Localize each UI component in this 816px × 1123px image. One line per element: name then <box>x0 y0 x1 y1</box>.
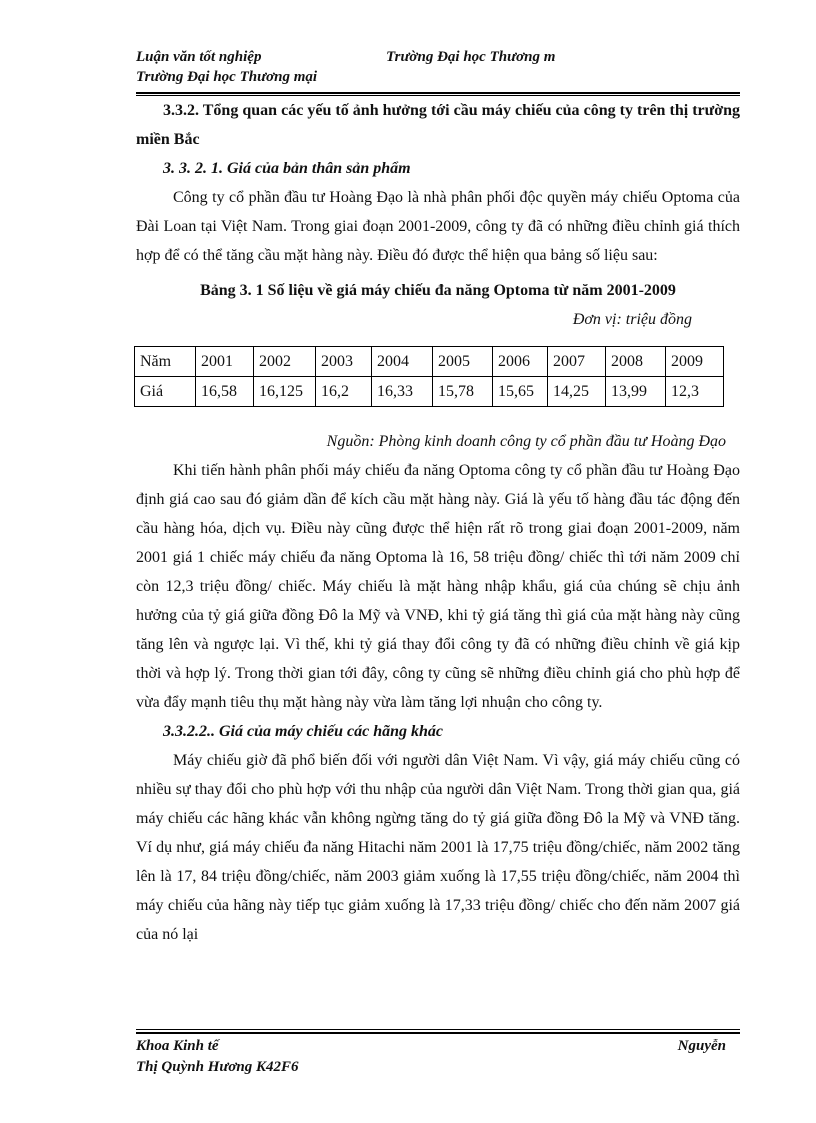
footer-author-surname: Nguyễn <box>677 1038 726 1054</box>
table-year-cell: 2009 <box>666 347 724 377</box>
subsection-2-heading: 3.3.2.2.. Giá của máy chiếu các hãng khác <box>163 723 443 740</box>
table-year-cell: 2006 <box>493 347 548 377</box>
section-heading: 3.3.2. Tổng quan các yếu tố ảnh hưởng tới cầu máy chiếu của công ty trên thị trường miền Bắc <box>136 102 740 148</box>
table-price-cell: 16,125 <box>254 377 316 407</box>
table-unit: Đơn vị: triệu đồng <box>572 311 692 328</box>
table-year-cell: 2002 <box>254 347 316 377</box>
table-year-cell: 2003 <box>316 347 372 377</box>
table-caption: Bảng 3. 1 Số liệu về giá máy chiếu đa năng Optoma từ năm 2001-2009 <box>200 282 676 299</box>
table-price-cell: 16,58 <box>196 377 254 407</box>
header-university-truncated: Trường Đại học Thương m <box>386 49 556 65</box>
table-header-label: Năm <box>135 347 196 377</box>
table-source: Nguồn: Phòng kinh doanh công ty cổ phần đầu tư Hoàng Đạo <box>326 433 726 450</box>
table-price-cell: 16,2 <box>316 377 372 407</box>
paragraph-2: Khi tiến hành phân phối máy chiếu đa năng Optoma công ty cổ phần đầu tư Hoàng Đạo định giá cao sau đó giảm dần để kích cầu mặt hàng này. Giá là yếu tố hàng đầu tác động đến cầu hàng hóa, dịch vụ. Điều này cũng được thể hiện rất rõ trong giai đoạn 2001-2009, năm 2001 giá 1 chiếc máy chiếu đa năng Optoma là 16, 58 triệu đồng/ chiếc thì tới năm 2009 chỉ còn 12,3 triệu đồng/ chiếc. Máy chiếu là mặt hàng nhập khẩu, giá của chúng sẽ chịu ảnh hưởng của tỷ giá giữa đồng Đô la Mỹ và VNĐ, khi tỷ giá tăng thì giá của mặt hàng này cũng tăng lên và ngược lại. Vì thế, khi tỷ giá thay đổi công ty đã có những điều chỉnh về giá kịp thời và hợp lý. Trong thời gian tới đây, công ty cũng sẽ những điều chỉnh giá cho phù hợp để vừa đẩy mạnh tiêu thụ mặt hàng này vừa làm tăng lợi nhuận cho công ty. <box>136 462 740 711</box>
price-table <box>134 346 724 407</box>
table-price-cell: 13,99 <box>606 377 666 407</box>
header-thesis-label: Luận văn tốt nghiệp <box>136 49 262 65</box>
table-year-cell: 2008 <box>606 347 666 377</box>
table-price-cell: 15,65 <box>493 377 548 407</box>
table-row-years <box>135 347 724 377</box>
footer-rule-thick <box>136 1032 740 1034</box>
footer-faculty: Khoa Kinh tế <box>136 1038 219 1054</box>
table-price-cell: 14,25 <box>548 377 606 407</box>
table-price-cell: 16,33 <box>372 377 433 407</box>
paragraph-3: Máy chiếu giờ đã phổ biến đối với người dân Việt Nam. Vì vậy, giá máy chiếu cũng có nhiều sự thay đổi cho phù hợp với thu nhập của người dân Việt Nam. Trong thời gian qua, giá máy chiếu các hãng khác vẫn không ngừng tăng do tỷ giá giữa đồng Đô la Mỹ và VNĐ tăng. Ví dụ như, giá máy chiếu đa năng Hitachi năm 2001 là 17,75 triệu đồng/chiếc, năm 2002 tăng lên là 17, 84 triệu đồng/chiếc, năm 2003 giảm xuống là 17,55 triệu đồng/chiếc, năm 2004 thì máy chiếu của hãng này tiếp tục giảm xuống là 17,33 triệu đồng/ chiếc cho đến năm 2007 giá của nó lại <box>136 752 740 943</box>
header-university: Trường Đại học Thương mại <box>136 69 318 85</box>
table-year-cell: 2007 <box>548 347 606 377</box>
table-price-cell: 12,3 <box>666 377 724 407</box>
table-price-cell: 15,78 <box>433 377 493 407</box>
page-header <box>136 46 740 98</box>
table-year-cell: 2001 <box>196 347 254 377</box>
table-row-label: Giá <box>135 377 196 407</box>
table-year-cell: 2004 <box>372 347 433 377</box>
table-year-cell: 2005 <box>433 347 493 377</box>
table-row-prices <box>135 377 724 407</box>
paragraph-1: Công ty cổ phần đầu tư Hoàng Đạo là nhà phân phối độc quyền máy chiếu Optoma của Đài Loan tại Việt Nam. Trong giai đoạn 2001-2009, công ty đã có những điều chỉnh giá thích hợp để có thể tăng cầu mặt hàng này. Điều đó được thể hiện qua bảng số liệu sau: <box>136 189 740 264</box>
header-rule-thick <box>136 92 740 94</box>
page-content <box>136 96 740 949</box>
footer-rule-thin <box>136 1029 740 1030</box>
subsection-1-heading: 3. 3. 2. 1. Giá của bản thân sản phẩm <box>163 160 411 177</box>
footer-author-name: Thị Quỳnh Hương K42F6 <box>136 1059 299 1075</box>
